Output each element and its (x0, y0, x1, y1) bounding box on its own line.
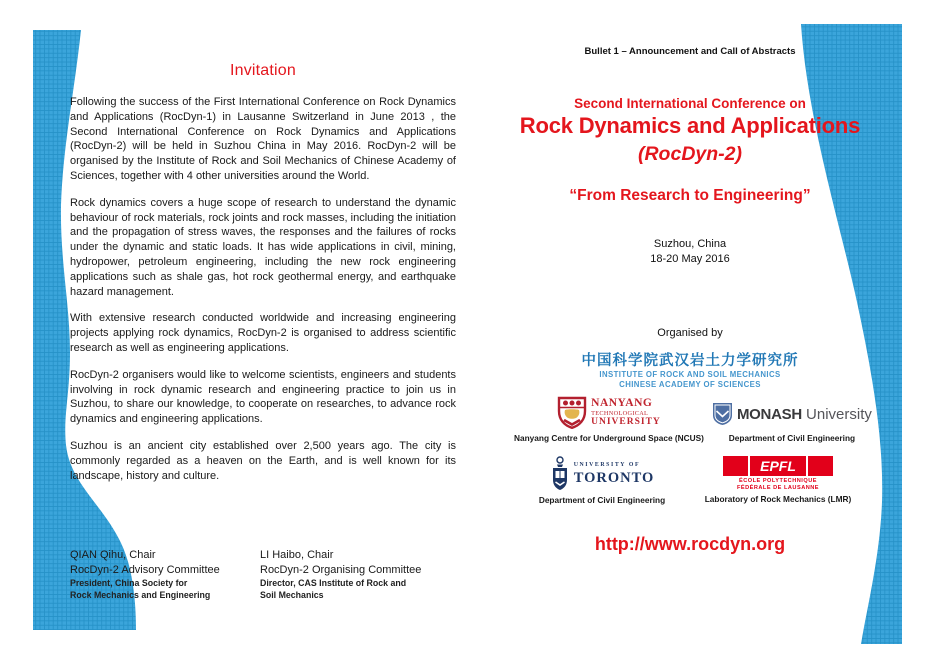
toronto-wordmark (574, 463, 655, 485)
partner-epfl (690, 456, 866, 505)
signatory-right-name: LI Haibo, Chair (260, 549, 334, 561)
signatory-left-name: QIAN Qihu, Chair (70, 549, 156, 561)
organiser-name-english-2: CHINESE ACADEMY OF SCIENCES (619, 379, 761, 389)
invitation-paragraph-3: With extensive research conducted worldwide and increasing engineering projects applying rock dynamics, RocDyn-2 is organised to address scientific research as well as engineering applications. (70, 312, 456, 354)
monash-wordmark-light: University (806, 405, 872, 423)
ntu-wordmark-line-1: NANYANG (591, 397, 653, 410)
toronto-caption: Department of Civil Engineering (538, 495, 666, 505)
invitation-paragraph-5: Suzhou is an ancient city established over 2,500 years ago. The city is commonly regarded as a heaven on the Earth, and is well known for its landscape, history and culture. (70, 439, 456, 482)
signatory-left (70, 548, 260, 602)
conference-supertitle: Second International Conference on (574, 96, 806, 111)
venue-block (514, 237, 866, 267)
conference-tagline: “From Research to Engineering” (569, 187, 811, 204)
ntu-logo (557, 396, 661, 430)
ntu-wordmark (591, 398, 661, 427)
partner-toronto (514, 456, 690, 505)
signatory-right-committee: RocDyn-2 Organising Committee (260, 563, 422, 576)
partner-logos-row-1 (514, 396, 872, 443)
conference-website-link[interactable]: http://www.rocdyn.org (594, 534, 786, 554)
organiser-name-chinese: 中国科学院武汉岩土力学研究所 (581, 353, 799, 369)
partner-monash (704, 396, 880, 443)
venue-city: Suzhou, China (653, 238, 727, 250)
monash-wordmark-bold: MONASH (736, 405, 802, 423)
toronto-logo (550, 456, 655, 492)
ntu-wordmark-line-2: TECHNOLOGICAL (591, 409, 649, 417)
signature-block (70, 548, 462, 602)
monash-shield-icon (712, 402, 733, 426)
header-note: Bullet 1 – Announcement and Call of Abstracts (584, 46, 796, 57)
monash-logo (712, 402, 872, 426)
organiser-name-english-1: INSTITUTE OF ROCK AND SOIL MECHANICS (599, 370, 781, 379)
epfl-subtext-2: FÉDÉRALE DE LAUSANNE (736, 484, 820, 491)
invitation-paragraph-2: Rock dynamics covers a huge scope of research to understand the dynamic behaviour of rock materials, rock joints and rock masses, including the initiation and the propagation of stress waves, the responses and the failures of rocks under the dynamic and static loads. It has wide applications in civil, mining, hydropower, petroleum engineering, including the new rock engineering applications such as shale gas, hot rock geothermal energy, and earthquake hazard management. (70, 196, 456, 298)
epfl-wordmark: EPFL (760, 458, 796, 474)
monash-caption: Department of Civil Engineering (728, 433, 856, 443)
epfl-logo-icon (723, 456, 833, 476)
organised-by-label: Organised by (657, 327, 723, 339)
epfl-subtext-1: ÉCOLE POLYTECHNIQUE (739, 478, 817, 484)
venue-dates: 18-20 May 2016 (650, 253, 730, 265)
invitation-paragraph-4: RocDyn-2 organisers would like to welcome scientists, engineers and students involving in rock dynamic research and engineering practice to join us in Suzhou, to share our knowledge, to cooperate on researches, to advance rock dynamics and engineering applications. (70, 368, 456, 426)
signatory-left-role-2: Rock Mechanics and Engineering (70, 590, 211, 601)
ntu-wordmark-line-3: UNIVERSITY (591, 417, 661, 428)
monash-wordmark (737, 406, 872, 423)
partner-logos-row-2 (514, 456, 866, 505)
partner-ntu (514, 396, 704, 443)
toronto-wordmark-big: TORONTO (573, 469, 655, 486)
organiser-block (514, 349, 866, 389)
invitation-paragraph-1: Following the success of the First International Conference on Rock Dynamics and Applications (RocDyn-1) in Lausanne Switzerland in June 2013 , the Second International Conference on Rock Dynamics and Applications (RocDyn-2) will be held in Suzhou China in May 2016. RocDyn-2 will be organised by the Institute of Rock and Soil Mechanics of Chinese Academy of Sciences, together with 4 other universities around the World. (70, 96, 456, 182)
toronto-wordmark-small: UNIVERSITY OF (573, 461, 641, 468)
invitation-body (70, 95, 456, 495)
signatory-right-role-1: Director, CAS Institute of Rock and (260, 578, 407, 589)
ntu-crest-icon (557, 396, 587, 430)
signatory-right (260, 548, 462, 602)
signatory-left-committee: RocDyn-2 Advisory Committee (70, 563, 220, 576)
toronto-crest-icon (550, 456, 570, 492)
epfl-caption: Laboratory of Rock Mechanics (LMR) (704, 494, 852, 505)
ntu-caption: Nanyang Centre for Underground Space (NCUS) (514, 433, 704, 443)
invitation-title: Invitation (229, 62, 297, 79)
conference-acronym: (RocDyn-2) (637, 143, 742, 165)
signatory-left-role-1: President, China Society for (70, 578, 188, 589)
conference-title: Rock Dynamics and Applications (519, 113, 861, 138)
epfl-logo (723, 456, 833, 491)
signatory-right-role-2: Soil Mechanics (260, 590, 324, 601)
